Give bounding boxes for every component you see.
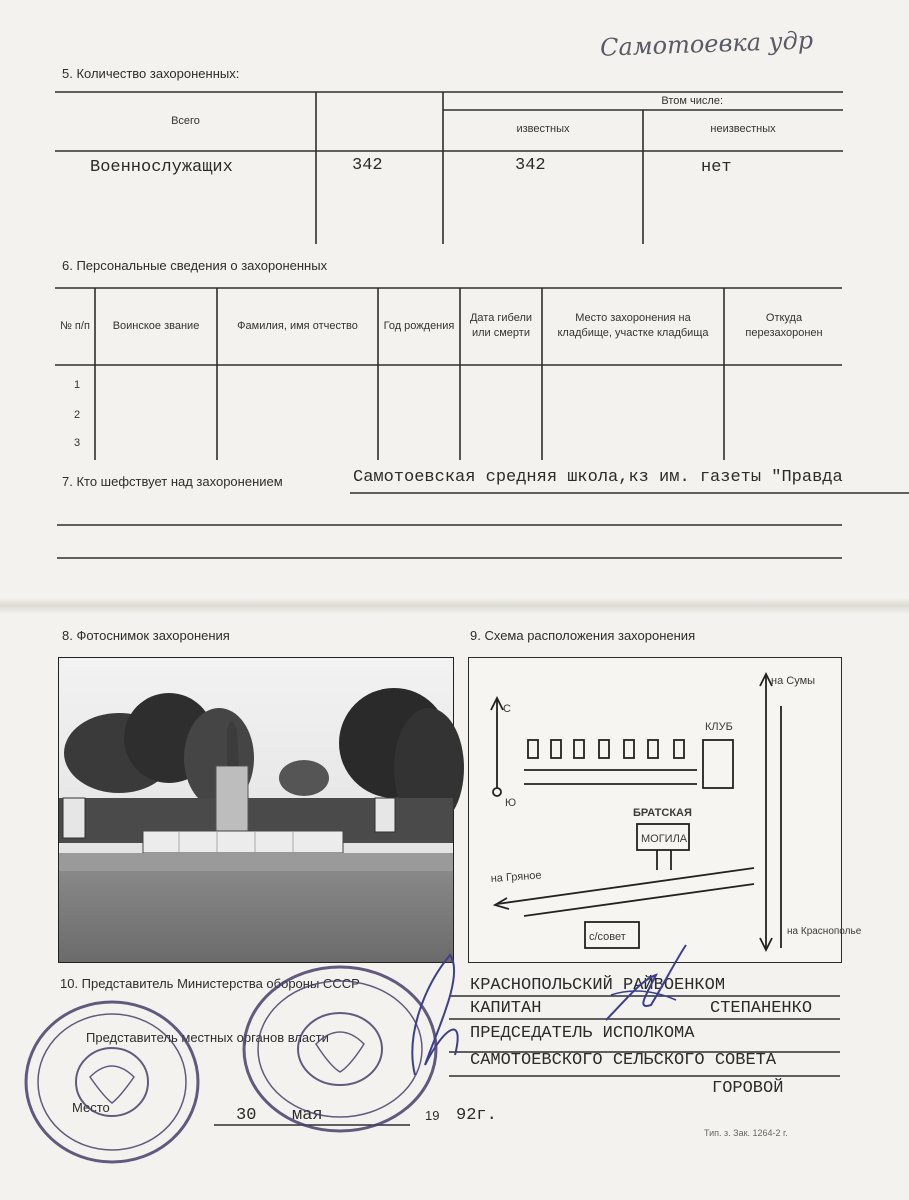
signature-captain [596,940,691,1035]
mod-representative-line1: КРАСНОПОЛЬСКИЙ РАЙВОЕНКОМ [470,976,726,995]
col-total-header: Всего [171,114,200,127]
scheme-club-label: КЛУБ [705,721,733,733]
row-total-value: 342 [352,156,383,175]
local-representative-line1: ПРЕДСЕДАТЕЛЬ ИСПОЛКОМА [470,1024,695,1043]
row-known-value: 342 [515,156,546,175]
row-unknown-value: нет [701,158,732,177]
header-name: Фамилия, имя отчество [237,319,358,332]
local-representative-line2: САМОТОЕВСКОГО СЕЛЬСКОГО СОВЕТА [470,1051,777,1070]
handwritten-note: Самотоевка удр [599,26,814,62]
section5-title: 5. Количество захороненных: [62,66,240,81]
burial-photo [58,657,454,963]
header-birth: Год рождения [383,319,455,332]
left-stamp [20,995,205,1170]
header-place: Место захоронения на кладбище, участке кладбища [557,312,709,339]
header-from: Откуда перезахоронен [745,312,823,339]
location-scheme [468,657,862,963]
scheme-bratskaya-label: БРАТСКАЯ [633,807,692,819]
mod-representative-rank: КАПИТАН [470,999,542,1018]
section7-title: 7. Кто шефствует над захоронением [62,474,283,489]
section7-value: Самотоевская средняя школа,кз им. газеты "Правда [353,468,843,487]
section6-title: 6. Персональные сведения о захороненных [62,258,328,273]
col-known-header: известных [516,122,570,135]
header-num: № п/п [60,319,90,332]
date-month: мая [292,1106,323,1125]
section10-title: 10. Представитель Министерства обороны СССР [60,976,360,991]
col-unknown-header: неизвестных [710,122,776,135]
row-category: Военнослужащих [90,158,233,177]
photo-illustration [59,658,453,962]
scheme-selsovet-label: с/совет [589,931,626,943]
header-death: Дата гибели или смерти [469,312,533,339]
paper-fold [0,598,909,614]
row-number-2: 2 [74,409,81,421]
row-number-3: 3 [74,437,81,449]
scheme-to-sumy-label: на Сумы [771,675,816,687]
date-year-suffix: 92г. [456,1106,497,1125]
place-label: Место [72,1100,110,1115]
col-including-header: Втом числе: [661,94,723,107]
row-number-1: 1 [74,379,81,391]
scheme-north-label: С [503,703,511,715]
signature-mayor [395,945,485,1085]
date-day: 30 [236,1106,257,1125]
local-representative-name: ГОРОВОЙ [712,1079,784,1098]
print-note: Тип. з. Зак. 1264-2 г. [704,1128,788,1138]
section9-title: 9. Схема расположения захоронения [470,628,696,643]
scheme-south-label: Ю [505,797,517,809]
scheme-to-gryanoe-label: на Гряное [490,869,542,885]
date-year-prefix: 19 [425,1108,440,1123]
section8-title: 8. Фотоснимок захоронения [62,628,230,643]
scheme-to-krasnopolye-label: на Краснополье [787,926,862,937]
header-rank: Воинское звание [112,319,200,332]
mod-representative-name: СТЕПАНЕНКО [710,999,813,1018]
local-authority-label: Представитель местных органов власти [86,1030,329,1045]
scheme-mogila-label: МОГИЛА [641,833,688,845]
scheme-drawing [469,658,862,962]
